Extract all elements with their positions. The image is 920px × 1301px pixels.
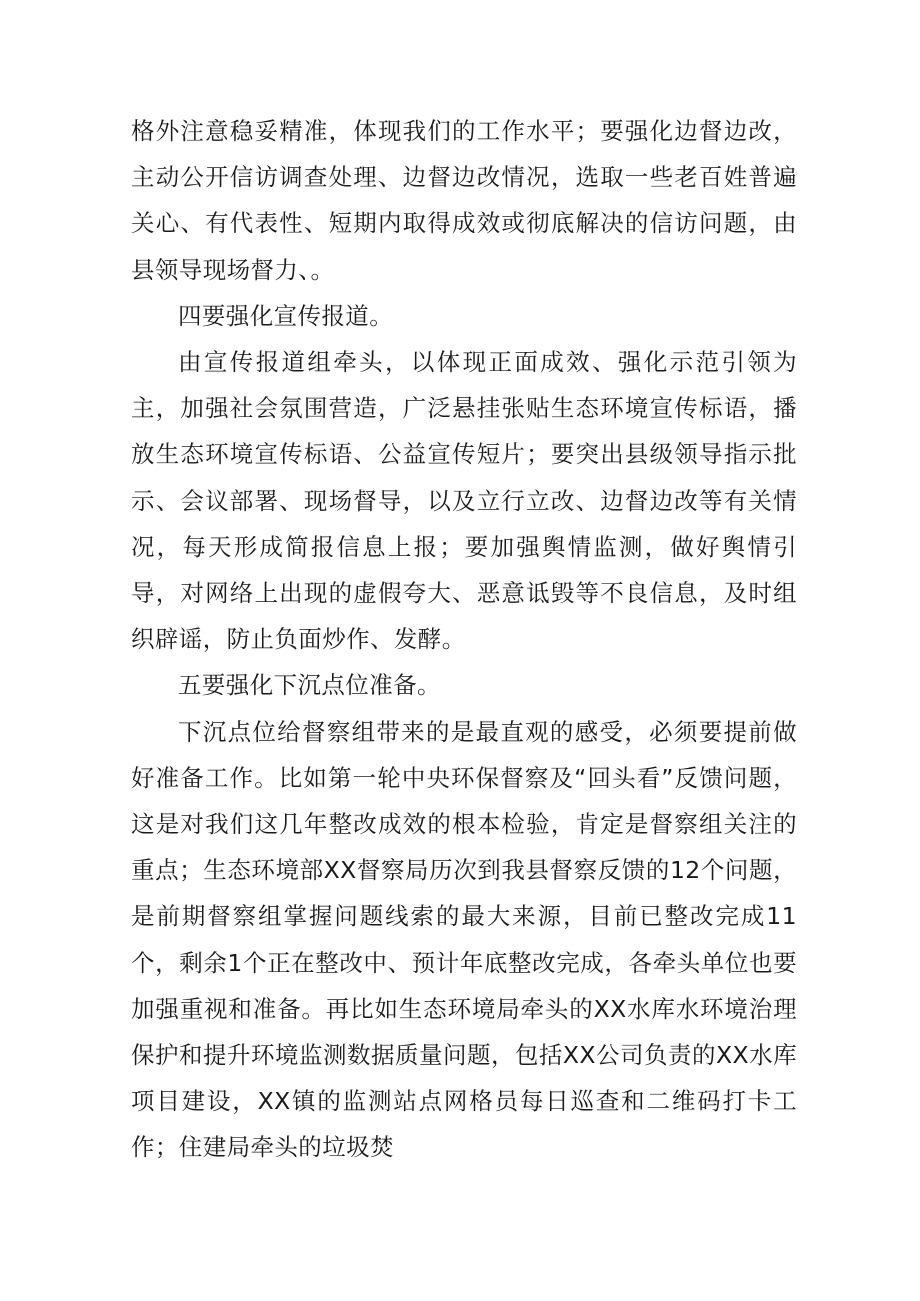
section-heading-four: 四要强化宣传报道。 xyxy=(178,301,394,330)
paragraph-site-preparation: 下沉点位给督察组带来的是最直观的感受，必须要提前做好准备工作。比如第一轮中央环保督察及“回头看”反馈问题，这是对我们这几年整改成效的根本检验，肯定是督察组关注的重点；生态环境部XX督察局历次到我县督察反馈的12个问题，是前期督察组掌握问题线索的最大来源，目前已整改完成11个，剩余1个正在整改中、预计年底整改完成，各牵头单位也要加强重视和准备。再比如生态环境局牵头的XX水库水环境治理保护和提升环境监测数据质量问题，包括XX公司负责的XX水库项目建设，XX镇的监测站点网格员每日巡查和二维码打卡工作；住建局牵头的垃圾焚 xyxy=(131,717,797,1162)
paragraph-publicity: 由宣传报道组牵头，以体现正面成效、强化示范引领为主，加强社会氛围营造，广泛悬挂张贴生态环境宣传标语，播放生态环境宣传标语、公益宣传短片；要突出县级领导指示批示、会议部署、现场督导，以及立行立改、边督边改等有关情况，每天形成简报信息上报；要加强舆情监测，做好舆情引导，对网络上出现的虚假夸大、恶意诋毁等不良信息，及时组织辟谣，防止负面炒作、发酵。 xyxy=(131,348,797,654)
paragraph-continuation: 格外注意稳妥精准，体现我们的工作水平；要强化边督边改，主动公开信访调查处理、边督边改情况，选取一些老百姓普遍关心、有代表性、短期内取得成效或彻底解决的信访问题，由县领导现场督力、。 xyxy=(131,117,797,284)
section-heading-five: 五要强化下沉点位准备。 xyxy=(178,671,441,700)
document-body xyxy=(131,108,797,1171)
